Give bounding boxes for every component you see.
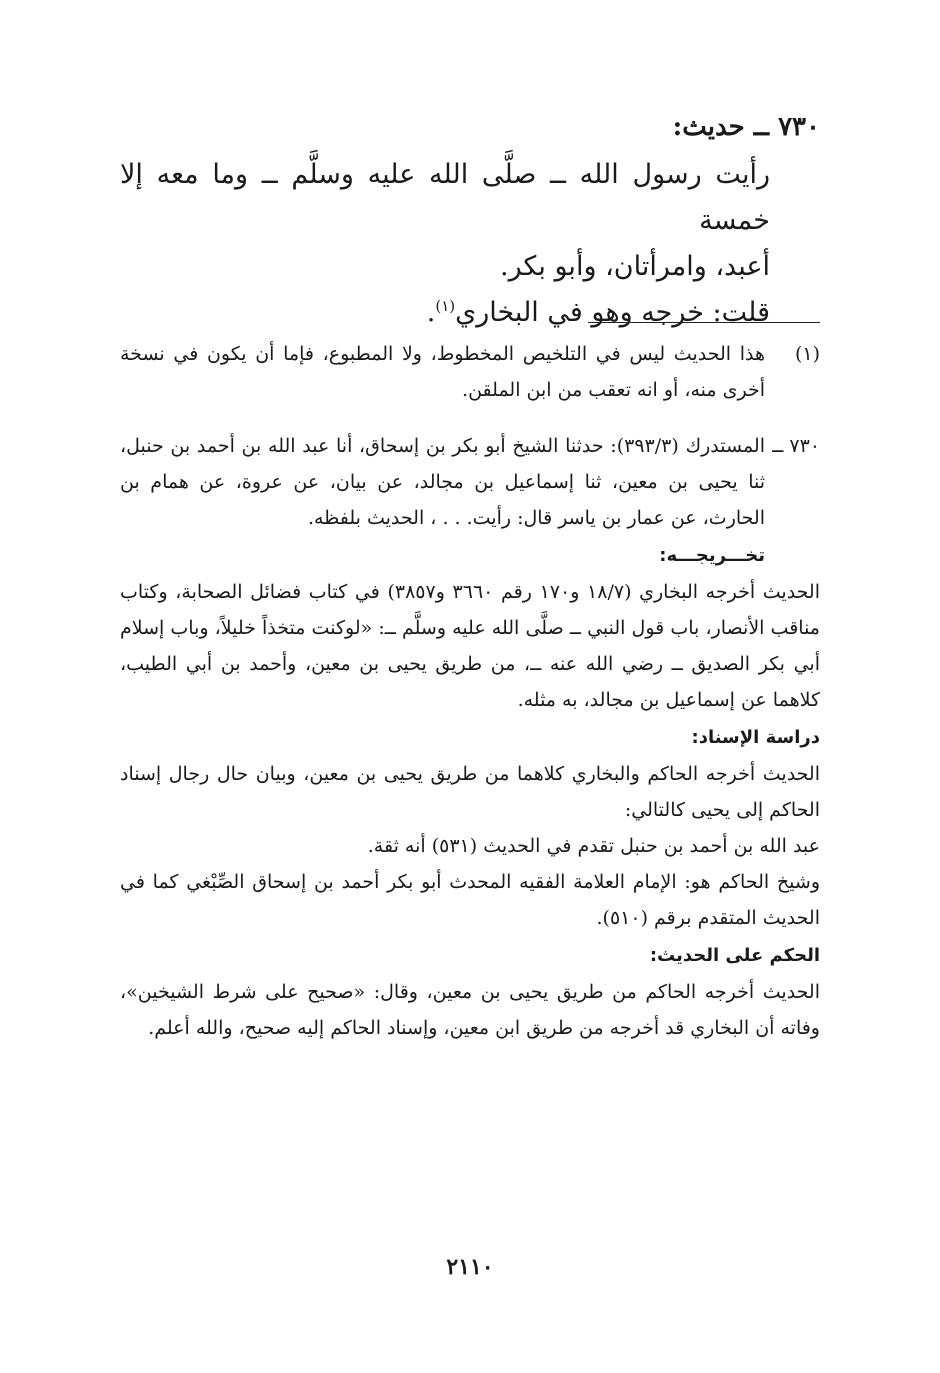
hadith-line-3-end: . — [426, 297, 436, 328]
footnote-1 — [120, 336, 820, 408]
footnote-text: هذا الحديث ليس في التلخيص المخطوط، ولا المطبوع، فإما أن يكون في نسخة أخرى منه، أو انه تعقب من ابن الملقن. — [120, 343, 765, 401]
commentary-730 — [120, 428, 820, 574]
hadith-main-text — [120, 104, 820, 336]
takhrij-text: الحديث أخرجه البخاري (١٨/٧ و١٧٠ رقم ٣٦٦٠ و٣٨٥٧) في كتاب فضائل الصحابة، وكتاب مناقب الأنصار، باب قول النبي ــ صلَّى الله عليه وسلَّم ــ: «لوكنت متخذاً خليلاً، وباب إسلام أبي بكر الصديق ــ رضي الله عنه ــ، من طريق يحيى بن معين، وأحمد بن أبي الطيب، كلاهما عن إسماعيل بن مجالد، به مثله. — [120, 581, 821, 711]
isnad-title: دراسة الإسناد: — [691, 727, 820, 748]
hukm-title: الحكم على الحديث: — [649, 945, 820, 966]
hukm-text: الحديث أخرجه الحاكم من طريق يحيى بن معين، وقال: «صحيح على شرط الشيخين»، وفاته أن البخاري قد أخرجه من طريق ابن معين، وإسناد الحاكم إليه صحيح، والله أعلم. — [120, 981, 820, 1039]
isnad-paragraph-3: وشيخ الحاكم هو: الإمام العلامة الفقيه المحدث أبو بكر أحمد بن إسحاق الصِّبْغي كما في الحديث المتقدم برقم (٥١٠). — [120, 871, 820, 929]
isnad-paragraph-1: الحديث أخرجه الحاكم والبخاري كلاهما من طريق يحيى بن معين، وبيان حال رجال إسناد الحاكم إلى يحيى كالتالي: — [120, 763, 820, 821]
isnad-paragraph-2: عبد الله بن أحمد بن حنبل تقدم في الحديث (٥٣١) أنه ثقة. — [367, 835, 820, 857]
hadith-line-2: أعبد، وامرأتان، وأبو بكر. — [500, 251, 770, 282]
footnote-number: (١) — [794, 343, 820, 365]
takhrij-title: تخـــريجـــه: — [659, 545, 765, 566]
hadith-line-1: رأيت رسول الله ــ صلَّى الله عليه وسلَّم ــ وما معه إلا خمسة — [120, 159, 770, 236]
hadith-line-3 — [120, 290, 820, 336]
hadith-heading: ٧٣٠ ــ حديث: — [672, 112, 820, 142]
footnote-reference: (١) — [435, 297, 456, 315]
commentary-body — [120, 428, 765, 574]
commentary-source: المستدرك (٣٩٣/٣): حدثنا الشيخ أبو بكر بن إسحاق، أنا عبد الله بن أحمد بن حنبل، ثنا يحيى بن معين، ثنا إسماعيل بن مجالد، عن بيان، عن عروة، عن همام بن الحارث، عن عمار بن ياسر قال: رأيت. . . ، الحديث بلفظه. — [120, 435, 765, 529]
commentary-number: ٧٣٠ ــ — [772, 435, 820, 457]
hadith-line-3-text: قلت: خرجه وهو في البخاري — [455, 297, 770, 328]
commentary-continuation — [120, 574, 820, 1046]
page-number: ٢١١٠ — [446, 1254, 494, 1280]
footnotes-area — [120, 336, 820, 1046]
footnote-separator — [588, 322, 820, 323]
